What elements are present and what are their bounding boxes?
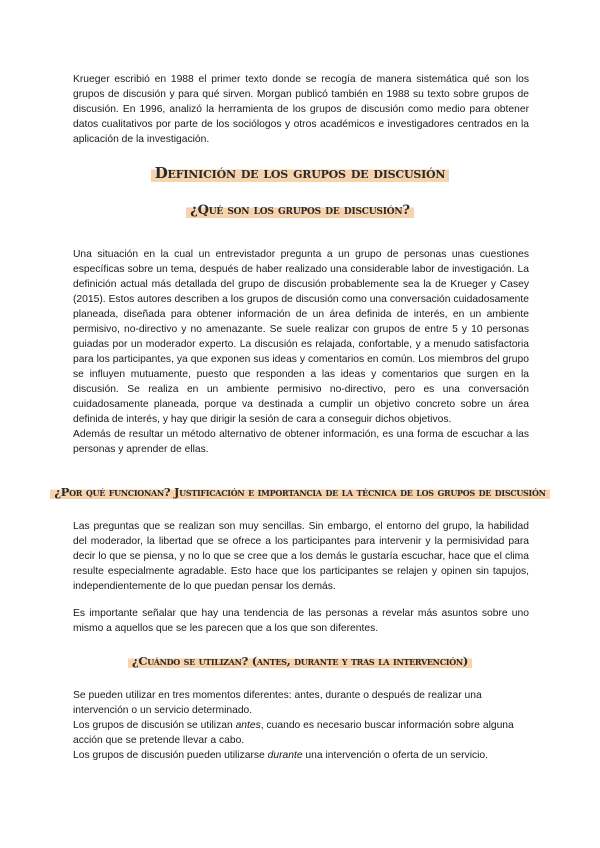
when-paragraph-1: Se pueden utilizar en tres momentos diferentes: antes, durante o después de realizar una intervención o un servicio determinado. xyxy=(73,690,482,716)
subsection-heading-when xyxy=(0,652,600,670)
emphasis-antes: antes xyxy=(235,720,261,731)
what-paragraph-1: Una situación en la cual un entrevistador pregunta a un grupo de personas unas cuestiones específicas sobre un tema, después de haber realizado una considerable labor de investigación. La definición actual más detallada del grupo de discusión probablemente sea la de Krueger y Casey (2015). Estos autores describen a los grupos de discusión como una conversación cuidadosamente planeada, diseñada para obtener información de un área definida de interés, en un ambiente permisivo, no-directivo y no amenazante. Se suele realizar con grupos de entre 5 y 10 personas guiadas por un moderador experto. La discusión es relajada, confortable, y a menudo satisfactoria para los participantes, ya que exponen sus ideas y comentarios en común. Los miembros del grupo se influyen mutuamente, puesto que responden a las ideas y comentarios que surgen en la discusión. Se realiza en un ambiente permisivo no-directivo, pero es una conversación cuidadosamente planeada, porque va destinada a cumplir un objetivo concreto sobre un área definida de interés, y hay que dirigir la sesión de cara a conseguir dichos objetivos. xyxy=(73,249,529,425)
text-run: Los grupos de discusión pueden utilizarse xyxy=(73,750,268,761)
why-paragraph-2: Es importante señalar que hay una tendencia de las personas a revelar más asuntos sobre uno mismo a aquellos que se les parecen que a los que son diferentes. xyxy=(73,608,529,634)
heading-text: Definición de los grupos de discusión xyxy=(151,162,450,184)
text-run: , cuando es necesario buscar información sobre alguna acción que se pretende llevar a cabo. xyxy=(73,720,514,746)
subsection-heading-why xyxy=(0,483,600,501)
when-paragraph-3 xyxy=(73,748,529,763)
text-run: Los grupos de discusión se utilizan xyxy=(73,720,236,731)
intro-paragraph: Krueger escribió en 1988 el primer texto donde se recogía de manera sistemática qué son los grupos de discusión y para qué sirven. Morgan publicó también en 1988 su texto sobre grupos de discusión. En 1996, analizó la herramienta de los grupos de discusión como medio para obtener datos cualitativos por parte de los sociólogos y otros académicos e investigadores centrados en la aplicación de la investigación. xyxy=(73,74,529,145)
emphasis-durante: durante xyxy=(267,750,303,761)
what-paragraph-2: Además de resultar un método alternativo de obtener información, es una forma de escuchar a las personas y aprender de ellas. xyxy=(73,429,529,455)
heading-text: ¿Por qué funcionan? Justificación e importancia de la técnica de los grupos de discusión xyxy=(50,483,549,501)
heading-text: ¿Cuándo se utilizan? (antes, durante y tras la intervención) xyxy=(128,652,472,670)
heading-text: ¿Qué son los grupos de discusión? xyxy=(186,201,414,220)
section-heading-definition xyxy=(0,162,600,184)
when-paragraph-2 xyxy=(73,718,529,748)
why-paragraph-1: Las preguntas que se realizan son muy sencillas. Sin embargo, el entorno del grupo, la habilidad del moderador, la libertad que se ofrece a los participantes para intervenir y la permisividad para decir lo que se piensa, y no lo que se cree que a los demás le gustaría escuchar, hace que el clima resulte especialmente agradable. Esto hace que los participantes se relajen y opinen sin tapujos, independientemente de lo que puedan pensar los demás. xyxy=(73,521,529,592)
text-run: una intervención o oferta de un servicio. xyxy=(302,750,489,761)
subsection-heading-what xyxy=(0,201,600,220)
